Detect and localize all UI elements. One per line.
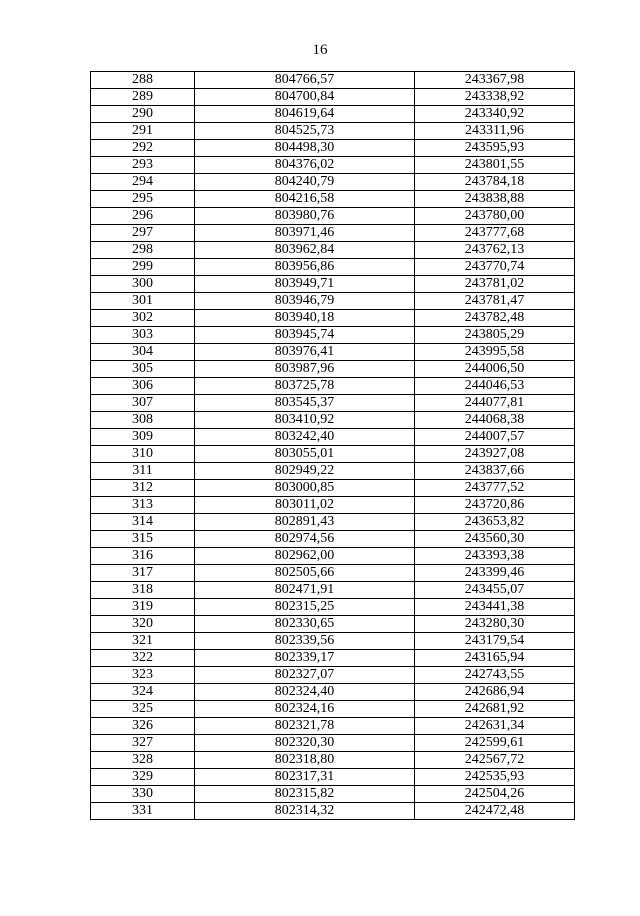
point-number-cell: 292 [91, 140, 195, 157]
y-coordinate-cell: 243399,46 [415, 565, 575, 582]
y-coordinate-cell: 243340,92 [415, 106, 575, 123]
x-coordinate-cell: 802974,56 [195, 531, 415, 548]
x-coordinate-cell: 804376,02 [195, 157, 415, 174]
point-number-cell: 328 [91, 752, 195, 769]
y-coordinate-cell: 242631,34 [415, 718, 575, 735]
table-row [91, 803, 575, 820]
point-number-cell: 329 [91, 769, 195, 786]
y-coordinate-cell: 244006,50 [415, 361, 575, 378]
x-coordinate-cell: 803962,84 [195, 242, 415, 259]
x-coordinate-cell: 804619,64 [195, 106, 415, 123]
point-number-cell: 321 [91, 633, 195, 650]
table-row [91, 684, 575, 701]
x-coordinate-cell: 803980,76 [195, 208, 415, 225]
point-number-cell: 297 [91, 225, 195, 242]
x-coordinate-cell: 804498,30 [195, 140, 415, 157]
x-coordinate-cell: 803987,96 [195, 361, 415, 378]
x-coordinate-cell: 802321,78 [195, 718, 415, 735]
table-row [91, 412, 575, 429]
y-coordinate-cell: 243927,08 [415, 446, 575, 463]
table-row [91, 429, 575, 446]
x-coordinate-cell: 802315,82 [195, 786, 415, 803]
y-coordinate-cell: 243595,93 [415, 140, 575, 157]
table-row [91, 395, 575, 412]
x-coordinate-cell: 802314,32 [195, 803, 415, 820]
x-coordinate-cell: 803545,37 [195, 395, 415, 412]
y-coordinate-cell: 242535,93 [415, 769, 575, 786]
point-number-cell: 325 [91, 701, 195, 718]
point-number-cell: 324 [91, 684, 195, 701]
x-coordinate-cell: 802505,66 [195, 565, 415, 582]
table-row [91, 123, 575, 140]
point-number-cell: 330 [91, 786, 195, 803]
x-coordinate-cell: 803956,86 [195, 259, 415, 276]
point-number-cell: 302 [91, 310, 195, 327]
table-row [91, 191, 575, 208]
x-coordinate-cell: 802891,43 [195, 514, 415, 531]
x-coordinate-cell: 804766,57 [195, 72, 415, 89]
x-coordinate-cell: 802315,25 [195, 599, 415, 616]
point-number-cell: 305 [91, 361, 195, 378]
table-row [91, 548, 575, 565]
table-row [91, 344, 575, 361]
point-number-cell: 331 [91, 803, 195, 820]
y-coordinate-cell: 242567,72 [415, 752, 575, 769]
y-coordinate-cell: 243837,66 [415, 463, 575, 480]
table-row [91, 72, 575, 89]
y-coordinate-cell: 243393,38 [415, 548, 575, 565]
x-coordinate-cell: 803945,74 [195, 327, 415, 344]
point-number-cell: 309 [91, 429, 195, 446]
page-number: 16 [312, 42, 328, 58]
point-number-cell: 308 [91, 412, 195, 429]
y-coordinate-cell: 243441,38 [415, 599, 575, 616]
table-row [91, 106, 575, 123]
y-coordinate-cell: 243782,48 [415, 310, 575, 327]
y-coordinate-cell: 242681,92 [415, 701, 575, 718]
point-number-cell: 311 [91, 463, 195, 480]
y-coordinate-cell: 244007,57 [415, 429, 575, 446]
x-coordinate-cell: 802317,31 [195, 769, 415, 786]
y-coordinate-cell: 243280,30 [415, 616, 575, 633]
x-coordinate-cell: 802327,07 [195, 667, 415, 684]
table-row [91, 225, 575, 242]
table-row [91, 242, 575, 259]
y-coordinate-cell: 243311,96 [415, 123, 575, 140]
point-number-cell: 293 [91, 157, 195, 174]
x-coordinate-cell: 803725,78 [195, 378, 415, 395]
table-row [91, 735, 575, 752]
x-coordinate-cell: 803000,85 [195, 480, 415, 497]
point-number-cell: 319 [91, 599, 195, 616]
y-coordinate-cell: 243781,02 [415, 276, 575, 293]
x-coordinate-cell: 802318,80 [195, 752, 415, 769]
table-row [91, 497, 575, 514]
coordinates-table-body [91, 72, 575, 820]
y-coordinate-cell: 243777,68 [415, 225, 575, 242]
table-row [91, 89, 575, 106]
table-row [91, 667, 575, 684]
point-number-cell: 312 [91, 480, 195, 497]
y-coordinate-cell: 243781,47 [415, 293, 575, 310]
y-coordinate-cell: 242504,26 [415, 786, 575, 803]
point-number-cell: 317 [91, 565, 195, 582]
point-number-cell: 318 [91, 582, 195, 599]
point-number-cell: 304 [91, 344, 195, 361]
point-number-cell: 303 [91, 327, 195, 344]
table-row [91, 208, 575, 225]
point-number-cell: 296 [91, 208, 195, 225]
x-coordinate-cell: 802339,56 [195, 633, 415, 650]
x-coordinate-cell: 802330,65 [195, 616, 415, 633]
x-coordinate-cell: 803946,79 [195, 293, 415, 310]
point-number-cell: 298 [91, 242, 195, 259]
y-coordinate-cell: 243777,52 [415, 480, 575, 497]
point-number-cell: 290 [91, 106, 195, 123]
x-coordinate-cell: 804240,79 [195, 174, 415, 191]
point-number-cell: 313 [91, 497, 195, 514]
y-coordinate-cell: 243801,55 [415, 157, 575, 174]
y-coordinate-cell: 243560,30 [415, 531, 575, 548]
x-coordinate-cell: 803971,46 [195, 225, 415, 242]
x-coordinate-cell: 802962,00 [195, 548, 415, 565]
table-row [91, 582, 575, 599]
table-row [91, 259, 575, 276]
table-row [91, 786, 575, 803]
y-coordinate-cell: 242686,94 [415, 684, 575, 701]
y-coordinate-cell: 242599,61 [415, 735, 575, 752]
point-number-cell: 301 [91, 293, 195, 310]
x-coordinate-cell: 803940,18 [195, 310, 415, 327]
y-coordinate-cell: 243367,98 [415, 72, 575, 89]
table-row [91, 616, 575, 633]
table-row [91, 752, 575, 769]
y-coordinate-cell: 243780,00 [415, 208, 575, 225]
table-row [91, 157, 575, 174]
point-number-cell: 320 [91, 616, 195, 633]
y-coordinate-cell: 243770,74 [415, 259, 575, 276]
x-coordinate-cell: 804700,84 [195, 89, 415, 106]
y-coordinate-cell: 244046,53 [415, 378, 575, 395]
point-number-cell: 289 [91, 89, 195, 106]
point-number-cell: 314 [91, 514, 195, 531]
table-row [91, 531, 575, 548]
y-coordinate-cell: 243338,92 [415, 89, 575, 106]
y-coordinate-cell: 243995,58 [415, 344, 575, 361]
x-coordinate-cell: 803949,71 [195, 276, 415, 293]
table-row [91, 701, 575, 718]
point-number-cell: 315 [91, 531, 195, 548]
y-coordinate-cell: 243720,86 [415, 497, 575, 514]
y-coordinate-cell: 244068,38 [415, 412, 575, 429]
point-number-cell: 323 [91, 667, 195, 684]
coordinates-table [90, 71, 575, 820]
point-number-cell: 288 [91, 72, 195, 89]
point-number-cell: 306 [91, 378, 195, 395]
point-number-cell: 299 [91, 259, 195, 276]
y-coordinate-cell: 243805,29 [415, 327, 575, 344]
x-coordinate-cell: 803242,40 [195, 429, 415, 446]
table-row [91, 174, 575, 191]
point-number-cell: 326 [91, 718, 195, 735]
table-row [91, 718, 575, 735]
point-number-cell: 327 [91, 735, 195, 752]
y-coordinate-cell: 243838,88 [415, 191, 575, 208]
y-coordinate-cell: 244077,81 [415, 395, 575, 412]
point-number-cell: 294 [91, 174, 195, 191]
y-coordinate-cell: 243165,94 [415, 650, 575, 667]
table-row [91, 378, 575, 395]
y-coordinate-cell: 243179,54 [415, 633, 575, 650]
x-coordinate-cell: 802949,22 [195, 463, 415, 480]
table-row [91, 293, 575, 310]
y-coordinate-cell: 243653,82 [415, 514, 575, 531]
table-row [91, 327, 575, 344]
x-coordinate-cell: 803011,02 [195, 497, 415, 514]
table-row [91, 446, 575, 463]
x-coordinate-cell: 802324,40 [195, 684, 415, 701]
point-number-cell: 300 [91, 276, 195, 293]
table-row [91, 633, 575, 650]
x-coordinate-cell: 803976,41 [195, 344, 415, 361]
table-row [91, 565, 575, 582]
table-row [91, 463, 575, 480]
table-row [91, 140, 575, 157]
table-row [91, 650, 575, 667]
y-coordinate-cell: 242472,48 [415, 803, 575, 820]
table-row [91, 361, 575, 378]
table-row [91, 276, 575, 293]
point-number-cell: 291 [91, 123, 195, 140]
table-row [91, 514, 575, 531]
point-number-cell: 295 [91, 191, 195, 208]
point-number-cell: 316 [91, 548, 195, 565]
table-row [91, 480, 575, 497]
x-coordinate-cell: 802324,16 [195, 701, 415, 718]
table-row [91, 310, 575, 327]
point-number-cell: 307 [91, 395, 195, 412]
x-coordinate-cell: 802339,17 [195, 650, 415, 667]
x-coordinate-cell: 802471,91 [195, 582, 415, 599]
x-coordinate-cell: 804216,58 [195, 191, 415, 208]
table-row [91, 599, 575, 616]
x-coordinate-cell: 802320,30 [195, 735, 415, 752]
y-coordinate-cell: 243784,18 [415, 174, 575, 191]
x-coordinate-cell: 803055,01 [195, 446, 415, 463]
table-row [91, 769, 575, 786]
point-number-cell: 322 [91, 650, 195, 667]
point-number-cell: 310 [91, 446, 195, 463]
x-coordinate-cell: 804525,73 [195, 123, 415, 140]
y-coordinate-cell: 243762,13 [415, 242, 575, 259]
y-coordinate-cell: 243455,07 [415, 582, 575, 599]
x-coordinate-cell: 803410,92 [195, 412, 415, 429]
y-coordinate-cell: 242743,55 [415, 667, 575, 684]
